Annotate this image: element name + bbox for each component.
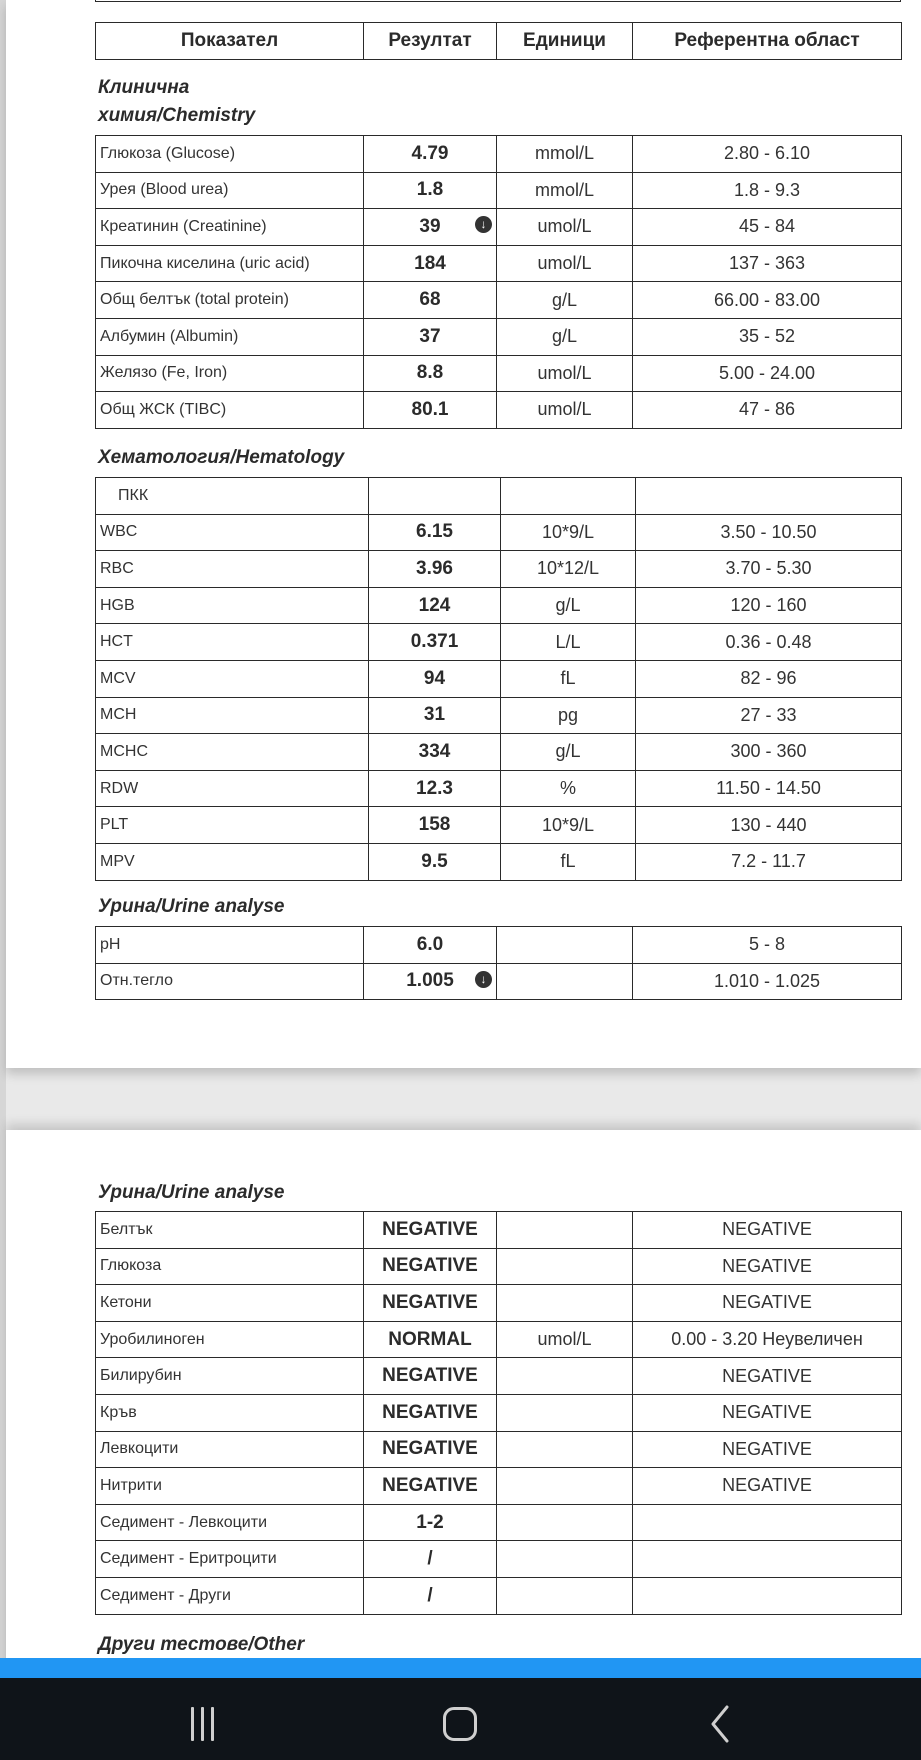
test-unit-text: % [559, 778, 576, 799]
test-name [96, 1394, 364, 1431]
test-name-text: WBC [100, 523, 138, 541]
test-unit-text: umol/L [537, 216, 592, 237]
test-result [364, 392, 497, 429]
test-result-text: 80.1 [411, 398, 449, 420]
test-unit-text: fL [560, 668, 576, 689]
test-reference-range [636, 697, 902, 734]
test-reference-range [636, 551, 902, 588]
test-reference-range-text: NEGATIVE [722, 1292, 812, 1313]
test-unit [501, 697, 636, 734]
test-reference-range [633, 1577, 902, 1614]
test-name [96, 209, 364, 246]
test-reference-range-text: NEGATIVE [722, 1475, 812, 1496]
hematology-title: Хематология/Hematology [98, 447, 345, 468]
test-name-text: Левкоцити [100, 1440, 179, 1458]
test-reference-range [633, 282, 902, 319]
test-result-text: 1.005 [406, 970, 454, 992]
test-unit [497, 1321, 633, 1358]
test-result [364, 1248, 497, 1285]
test-reference-range [633, 1285, 902, 1322]
test-result [364, 318, 497, 355]
test-unit [501, 660, 636, 697]
table-row [96, 927, 902, 964]
table-row [96, 1577, 902, 1614]
test-reference-range [636, 514, 902, 551]
test-result [369, 624, 501, 661]
test-name-text: Глюкоза [100, 1257, 162, 1275]
test-name [96, 282, 364, 319]
test-reference-range-text: NEGATIVE [722, 1402, 812, 1423]
test-result-text: / [427, 1548, 433, 1570]
table-row [96, 1248, 902, 1285]
test-reference-range-text: 5 - 8 [748, 934, 786, 955]
test-name-text: Седимент - Еритроцити [100, 1550, 277, 1568]
table-row [96, 1468, 902, 1505]
test-result [369, 514, 501, 551]
test-reference-range-text: 82 - 96 [740, 668, 797, 689]
test-result-text: NEGATIVE [382, 1474, 478, 1496]
test-name-text: Седимент - Други [100, 1586, 231, 1604]
test-result [364, 245, 497, 282]
chemistry-title-line2: химия/Chemistry [98, 105, 256, 126]
test-unit [497, 209, 633, 246]
test-result-text: 3.96 [416, 557, 453, 579]
test-reference-range-text: NEGATIVE [722, 1438, 812, 1459]
test-unit-text: umol/L [537, 1329, 592, 1350]
test-result-text: 9.5 [421, 850, 448, 872]
test-name [96, 1577, 364, 1614]
test-reference-range [633, 1468, 902, 1505]
test-name-text: Билирубин [100, 1367, 182, 1385]
test-reference-range [633, 209, 902, 246]
document-page-2 [6, 1130, 921, 1678]
test-result [364, 1285, 497, 1322]
test-result [364, 1541, 497, 1578]
test-unit-text: g/L [551, 326, 578, 347]
test-name-text: Урея (Blood urea) [100, 181, 229, 199]
test-unit [497, 1541, 633, 1578]
table-row [96, 770, 902, 807]
test-unit [497, 318, 633, 355]
test-name [96, 1504, 364, 1541]
test-reference-range-text: 35 - 52 [738, 326, 796, 347]
below-range-arrow-icon: ↓ [475, 216, 492, 233]
test-result [364, 1394, 497, 1431]
android-navigation-bar [0, 1678, 921, 1760]
column-header-table [95, 22, 902, 60]
test-unit-text: umol/L [537, 399, 592, 420]
table-row [96, 355, 902, 392]
test-reference-range [636, 843, 902, 880]
test-unit [497, 172, 633, 209]
test-name [96, 1212, 364, 1249]
test-name-text: Кръв [100, 1403, 137, 1421]
test-unit [497, 392, 633, 429]
table-row [96, 660, 902, 697]
test-name-text: Отн.тегло [100, 972, 173, 990]
test-reference-range [636, 734, 902, 771]
test-name [96, 1248, 364, 1285]
test-unit-text: mmol/L [534, 143, 594, 164]
table-row [96, 392, 902, 429]
test-result-text: NEGATIVE [382, 1218, 478, 1240]
test-result [364, 1212, 497, 1249]
test-name [96, 392, 364, 429]
test-name [96, 624, 369, 661]
header-units: Единици [497, 23, 633, 60]
test-unit-text: g/L [555, 741, 581, 762]
test-name-text: Креатинин (Creatinine) [100, 217, 267, 235]
table-row [96, 963, 902, 1000]
test-name-text: Седимент - Левкоцити [100, 1513, 267, 1531]
test-name-text: Общ ЖСК (TIBC) [100, 400, 227, 418]
test-result [369, 551, 501, 588]
test-reference-range [633, 1504, 902, 1541]
table-row [96, 1358, 902, 1395]
test-unit [497, 1212, 633, 1249]
test-unit [501, 514, 636, 551]
test-reference-range [633, 355, 902, 392]
test-unit-text: pg [557, 704, 579, 725]
table-row [96, 1394, 902, 1431]
test-unit [497, 1358, 633, 1395]
test-unit [501, 807, 636, 844]
test-name [96, 514, 369, 551]
test-result-text: 184 [414, 252, 446, 274]
empty-cell [636, 478, 902, 515]
test-result-text: 6.0 [416, 933, 444, 955]
table-row [96, 734, 902, 771]
table-row [96, 1212, 902, 1249]
test-reference-range-text: 11.50 - 14.50 [716, 778, 821, 799]
test-reference-range [633, 1248, 902, 1285]
chemistry-table [95, 135, 902, 429]
test-unit-text: 10*9/L [541, 814, 595, 835]
test-result-text: 334 [418, 740, 451, 762]
test-result-text: 1.8 [416, 179, 444, 201]
recents-button[interactable] [152, 1678, 252, 1760]
test-reference-range [633, 927, 902, 964]
test-result [364, 1431, 497, 1468]
test-reference-range [633, 1321, 902, 1358]
table-row [96, 807, 902, 844]
test-unit-text: umol/L [537, 362, 592, 383]
table-row-subheader [96, 478, 902, 515]
test-name-text: Кетони [100, 1293, 152, 1311]
test-unit-text: 10*12/L [536, 558, 600, 579]
test-unit [497, 1431, 633, 1468]
test-unit [497, 1285, 633, 1322]
test-reference-range [633, 1431, 902, 1468]
test-result [364, 282, 497, 319]
urine-table-1 [95, 926, 902, 1000]
table-row [96, 624, 902, 661]
test-reference-range [633, 963, 902, 1000]
test-reference-range-text: 3.70 - 5.30 [725, 558, 812, 579]
header-result: Резултат [364, 23, 497, 60]
empty-cell [369, 478, 501, 515]
table-row [96, 318, 902, 355]
urine-table-2 [95, 1211, 902, 1615]
test-result-text: 39 [419, 215, 441, 237]
test-result [364, 136, 497, 173]
test-unit [501, 770, 636, 807]
test-reference-range-text: 137 - 363 [728, 253, 806, 274]
test-reference-range [633, 392, 902, 429]
test-result-text: / [427, 1584, 433, 1606]
test-unit [497, 136, 633, 173]
test-unit [501, 587, 636, 624]
test-unit [497, 1394, 633, 1431]
test-reference-range-text: 2.80 - 6.10 [723, 143, 811, 164]
test-name-text: Пикочна киселина (uric acid) [100, 254, 310, 272]
test-result [364, 1504, 497, 1541]
test-name-text: pH [100, 935, 121, 953]
test-reference-range [633, 1358, 902, 1395]
subheader-label: ПКК [96, 478, 369, 515]
test-name-text: MCH [100, 706, 137, 724]
table-row [96, 282, 902, 319]
test-result-text: NEGATIVE [382, 1255, 478, 1277]
test-unit-text: g/L [555, 595, 581, 616]
test-name [96, 1285, 364, 1322]
table-row [96, 172, 902, 209]
test-reference-range-text: 7.2 - 11.7 [731, 851, 806, 872]
test-name [96, 245, 364, 282]
test-unit [501, 624, 636, 661]
test-result-text: 94 [423, 667, 446, 689]
test-result-text: NEGATIVE [382, 1438, 478, 1460]
test-unit [501, 843, 636, 880]
test-reference-range-text: 0.00 - 3.20 Неувеличен [671, 1329, 863, 1350]
test-name [96, 172, 364, 209]
back-icon [709, 1705, 731, 1743]
test-name-text: Уробилиноген [100, 1330, 205, 1348]
test-unit [497, 1248, 633, 1285]
test-unit [497, 1577, 633, 1614]
test-result [369, 734, 501, 771]
test-reference-range [636, 807, 902, 844]
test-unit-text: g/L [551, 289, 578, 310]
test-reference-range [636, 587, 902, 624]
test-result-text: NORMAL [388, 1328, 472, 1350]
test-name-text: RDW [100, 779, 139, 797]
test-name [96, 697, 369, 734]
test-reference-range-text: NEGATIVE [722, 1365, 812, 1386]
test-result [364, 963, 497, 1000]
home-icon [443, 1707, 477, 1741]
table-row [96, 1431, 902, 1468]
test-reference-range [636, 624, 902, 661]
table-row [96, 697, 902, 734]
test-reference-range-text: 47 - 86 [738, 399, 796, 420]
hematology-table [95, 477, 902, 881]
test-unit-text: L/L [555, 631, 581, 652]
test-result-text: 4.79 [411, 142, 449, 164]
back-button[interactable] [670, 1678, 770, 1760]
home-button[interactable] [410, 1678, 510, 1760]
test-reference-range [633, 318, 902, 355]
test-reference-range-text: 1.010 - 1.025 [713, 970, 821, 991]
test-result-text: 12.3 [416, 777, 453, 799]
test-name [96, 1541, 364, 1578]
test-name [96, 1468, 364, 1505]
table-row [96, 514, 902, 551]
test-unit [497, 1504, 633, 1541]
test-reference-range [633, 245, 902, 282]
accent-bar [0, 1658, 921, 1678]
test-unit-text: fL [560, 851, 576, 872]
test-reference-range-text: 0.36 - 0.48 [725, 631, 812, 652]
test-name-text: Общ белтък (total protein) [100, 291, 289, 309]
test-result-text: NEGATIVE [382, 1365, 478, 1387]
test-result [364, 1321, 497, 1358]
test-reference-range-text: 66.00 - 83.00 [713, 289, 821, 310]
test-unit [497, 245, 633, 282]
test-result [364, 355, 497, 392]
test-name [96, 587, 369, 624]
test-name [96, 843, 369, 880]
test-result-text: 37 [419, 325, 441, 347]
test-result-text: 68 [419, 289, 441, 311]
test-name-text: MCV [100, 669, 136, 687]
test-result [364, 172, 497, 209]
test-reference-range [636, 770, 902, 807]
test-unit-text: umol/L [537, 253, 592, 274]
test-name [96, 807, 369, 844]
header-reference: Референтна област [633, 23, 902, 60]
test-name-text: Нитрити [100, 1476, 162, 1494]
table-row [96, 245, 902, 282]
test-unit [501, 551, 636, 588]
table-row [96, 1321, 902, 1358]
chemistry-title-line1: Клинична [98, 77, 190, 98]
test-reference-range [633, 1541, 902, 1578]
test-unit [497, 963, 633, 1000]
urine-title-2: Урина/Urine analyse [98, 1182, 285, 1203]
table-row [96, 551, 902, 588]
test-name-text: MPV [100, 852, 135, 870]
test-result [364, 209, 497, 246]
test-unit [497, 1468, 633, 1505]
test-result [369, 770, 501, 807]
test-reference-range-text: NEGATIVE [722, 1219, 812, 1240]
test-name [96, 551, 369, 588]
test-name-text: Желязо (Fe, Iron) [100, 364, 228, 382]
test-result-text: 31 [423, 704, 446, 726]
table-row [96, 587, 902, 624]
test-reference-range-text: 300 - 360 [730, 741, 807, 762]
test-reference-range [633, 172, 902, 209]
test-result [369, 807, 501, 844]
test-reference-range [633, 1212, 902, 1249]
test-reference-range-text: 5.00 - 24.00 [718, 362, 816, 383]
table-row [96, 1541, 902, 1578]
test-name-text: HGB [100, 596, 135, 614]
test-name [96, 927, 364, 964]
test-name [96, 355, 364, 392]
test-name-text: Белтък [100, 1220, 153, 1238]
test-result-text: 158 [418, 814, 451, 836]
test-unit-text: 10*9/L [541, 521, 595, 542]
test-reference-range-text: 120 - 160 [730, 595, 807, 616]
table-row [96, 843, 902, 880]
test-name-text: HCT [100, 633, 133, 651]
test-unit-text: mmol/L [534, 179, 594, 200]
test-name [96, 318, 364, 355]
test-name [96, 660, 369, 697]
test-result [369, 587, 501, 624]
test-name [96, 1358, 364, 1395]
test-result [369, 697, 501, 734]
test-result-text: 1-2 [416, 1511, 444, 1533]
test-name-text: MCHC [100, 742, 148, 760]
test-name [96, 1321, 364, 1358]
test-result [369, 843, 501, 880]
test-reference-range-text: 130 - 440 [730, 814, 807, 835]
test-reference-range-text: 3.50 - 10.50 [720, 521, 817, 542]
urine-title-1: Урина/Urine analyse [98, 896, 285, 917]
document-page-1 [6, 0, 921, 1068]
test-unit [497, 927, 633, 964]
test-name-text: PLT [100, 816, 129, 834]
test-unit [501, 734, 636, 771]
test-result [369, 660, 501, 697]
test-result [364, 1468, 497, 1505]
test-name [96, 963, 364, 1000]
test-name-text: Албумин (Albumin) [100, 327, 239, 345]
test-reference-range-text: 27 - 33 [740, 704, 797, 725]
test-name-text: RBC [100, 559, 134, 577]
table-row [96, 209, 902, 246]
table-row [96, 136, 902, 173]
test-reference-range [636, 660, 902, 697]
test-reference-range [633, 136, 902, 173]
test-result-text: 0.371 [410, 631, 459, 653]
recents-icon [191, 1707, 214, 1741]
below-range-arrow-icon: ↓ [475, 971, 492, 988]
table-row [96, 1504, 902, 1541]
test-unit [497, 355, 633, 392]
test-result [364, 1358, 497, 1395]
empty-cell [501, 478, 636, 515]
test-result-text: NEGATIVE [382, 1401, 478, 1423]
test-reference-range [633, 1394, 902, 1431]
test-result [364, 927, 497, 964]
test-reference-range-text: 1.8 - 9.3 [733, 179, 801, 200]
test-result-text: 124 [418, 594, 451, 616]
test-unit [497, 282, 633, 319]
test-result-text: 8.8 [416, 362, 444, 384]
test-reference-range-text: NEGATIVE [722, 1255, 812, 1276]
test-result [364, 1577, 497, 1614]
header-indicator: Показател [96, 23, 364, 60]
test-result-text: NEGATIVE [382, 1291, 478, 1313]
other-tests-title: Други тестове/Other [98, 1634, 305, 1655]
table-row [96, 1285, 902, 1322]
test-name [96, 770, 369, 807]
test-name [96, 1431, 364, 1468]
test-reference-range-text: 45 - 84 [738, 216, 796, 237]
test-name [96, 136, 364, 173]
test-result-text: 6.15 [416, 521, 453, 543]
previous-table-bottom [95, 0, 901, 2]
test-name-text: Глюкоза (Glucose) [100, 144, 236, 162]
test-name [96, 734, 369, 771]
